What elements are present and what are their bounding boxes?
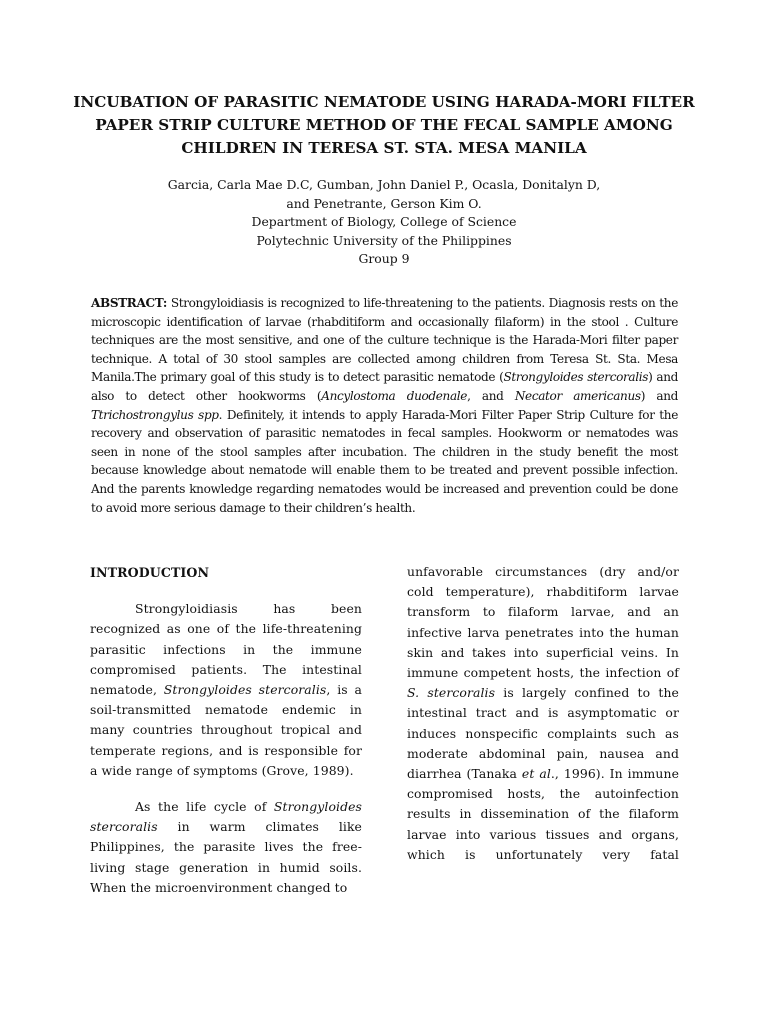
abstract-line: recovery and observation of parasitic nematodes in fecal samples. Hookworm or nematodes was xyxy=(91,426,678,441)
body-line: temperate regions, and is responsible for xyxy=(90,742,362,758)
body-line xyxy=(407,683,679,703)
body-line: living stage generation in humid soils. xyxy=(90,859,362,875)
paragraph-gap xyxy=(90,781,362,797)
abstract-line: seen in none of the stool samples after incubation. The children in the study benefit the most xyxy=(91,444,678,459)
body-line: many countries throughout tropical and xyxy=(90,722,362,738)
body-line: soil-transmitted nematode endemic in xyxy=(90,702,362,718)
abstract-line: techniques are the most sensitive, and one of the culture technique is the Harada-Mori filter paper xyxy=(91,333,678,348)
body-line: results in dissemination of the filaform xyxy=(407,806,679,822)
body-text: diarrhea (Tanaka xyxy=(407,766,522,782)
abstract-line: to avoid more serious damage to their children’s health. xyxy=(91,500,416,515)
body-line: transform to filaform larvae, and an xyxy=(407,604,679,620)
abstract-text: ) and xyxy=(640,388,679,403)
author-names-cont: and Penetrante, Gerson Kim O. xyxy=(286,195,482,211)
body-line: Philippines, the parasite lives the free- xyxy=(90,839,362,855)
body-line: induces nonspecific complaints such as xyxy=(407,725,679,741)
body-line: a wide range of symptoms (Grove, 1989). xyxy=(90,762,354,778)
abstract-text: . Definitely, it intends to apply Harada-Mori Filter Paper Strip Culture for the xyxy=(218,407,678,422)
body-text: nematode, xyxy=(90,682,164,698)
title-line: PAPER STRIP CULTURE METHOD OF THE FECAL SAMPLE AMONG xyxy=(95,116,673,134)
body-line: infective larva penetrates into the human xyxy=(407,624,679,640)
abstract-text: , and xyxy=(467,388,504,403)
abstract-line xyxy=(91,387,678,406)
body-line: When the microenvironment changed to xyxy=(90,879,348,895)
body-line: recognized as one of the life-threatening xyxy=(90,621,362,637)
body-line: cold temperature), rhabditiform larvae xyxy=(407,584,679,600)
body-line: compromised hosts, the autoinfection xyxy=(407,786,679,802)
body-text: ., 1996). In immune xyxy=(550,766,679,782)
abstract-line: And the parents knowledge regarding nematodes would be increased and prevention could be done xyxy=(91,481,678,496)
species-name: Ttrichostrongylus spp xyxy=(91,407,219,422)
species-name: stercoralis xyxy=(90,819,158,835)
species-name: Necator americanus xyxy=(514,388,641,403)
abstract-text: Manila.The primary goal of this study is to detect parasitic nematode ( xyxy=(91,370,504,385)
species-name: Ancylostoma duodenale xyxy=(321,388,468,403)
department: Department of Biology, College of Science xyxy=(251,214,517,229)
introduction-right-column xyxy=(407,562,679,865)
body-line: larvae into various tissues and organs, xyxy=(407,826,679,842)
body-line xyxy=(90,797,362,817)
species-name: S. stercoralis xyxy=(407,685,496,701)
species-name: Strongyloides stercoralis xyxy=(163,682,327,698)
body-line xyxy=(407,764,679,784)
body-line xyxy=(90,680,362,700)
abstract-text: ) and xyxy=(648,370,678,385)
university: Polytechnic University of the Philippines xyxy=(256,232,512,248)
body-line: skin and takes into superficial veins. In xyxy=(407,644,679,660)
abstract-text: also to detect other hookworms ( xyxy=(91,388,322,403)
introduction-left-column xyxy=(90,563,362,898)
body-line: intestinal tract and is asymptomatic or xyxy=(407,705,679,721)
abstract-label: ABSTRACT: xyxy=(91,296,167,310)
group: Group 9 xyxy=(358,251,410,266)
body-line: unfavorable circumstances (dry and/or xyxy=(407,564,679,579)
species-name: Strongyloides stercoralis xyxy=(503,370,649,385)
abstract-line xyxy=(91,368,678,387)
abstract-text: Strongyloidiasis is recognized to life-threatening to the patients. Diagnosis rests on the xyxy=(170,296,678,310)
title-line: CHILDREN IN TERESA ST. STA. MESA MANILA xyxy=(181,139,587,157)
abstract-line: microscopic identification of larvae (rhabditiform and occasionally filaform) in the stool . Culture xyxy=(91,314,678,329)
body-line xyxy=(90,817,362,837)
abstract-line xyxy=(91,294,678,313)
body-line: moderate abdominal pain, nausea and xyxy=(407,745,679,761)
body-text: in warm climates like xyxy=(157,819,362,835)
body-line: parasitic infections in the immune xyxy=(90,641,362,657)
paper-title xyxy=(70,91,698,160)
abstract-line: technique. A total of 30 stool samples are collected among children from Teresa St. Sta. Mesa xyxy=(91,351,678,366)
body-text: As the life cycle of xyxy=(135,799,274,815)
body-line: compromised patients. The intestinal xyxy=(90,661,362,677)
body-line: Strongyloidiasis has been xyxy=(135,601,362,617)
abstract-line: because knowledge about nematode will enable them to be treated and prevent possible infection. xyxy=(91,463,678,478)
species-name: Strongyloides xyxy=(273,799,362,815)
body-line: immune competent hosts, the infection of xyxy=(407,665,679,681)
body-line: which is unfortunately very fatal xyxy=(407,846,679,862)
abstract xyxy=(91,294,678,517)
citation-etal: et al xyxy=(521,766,551,782)
body-text: is largely confined to the xyxy=(495,685,679,701)
author-names: Garcia, Carla Mae D.C, Gumban, John Daniel P., Ocasla, Donitalyn D, xyxy=(167,177,601,192)
body-text: , is a xyxy=(326,682,363,698)
section-heading: INTRODUCTION xyxy=(90,565,210,580)
title-line: INCUBATION OF PARASITIC NEMATODE USING HARADA-MORI FILTER xyxy=(73,93,695,111)
abstract-line xyxy=(91,406,678,425)
author-block xyxy=(90,176,678,269)
